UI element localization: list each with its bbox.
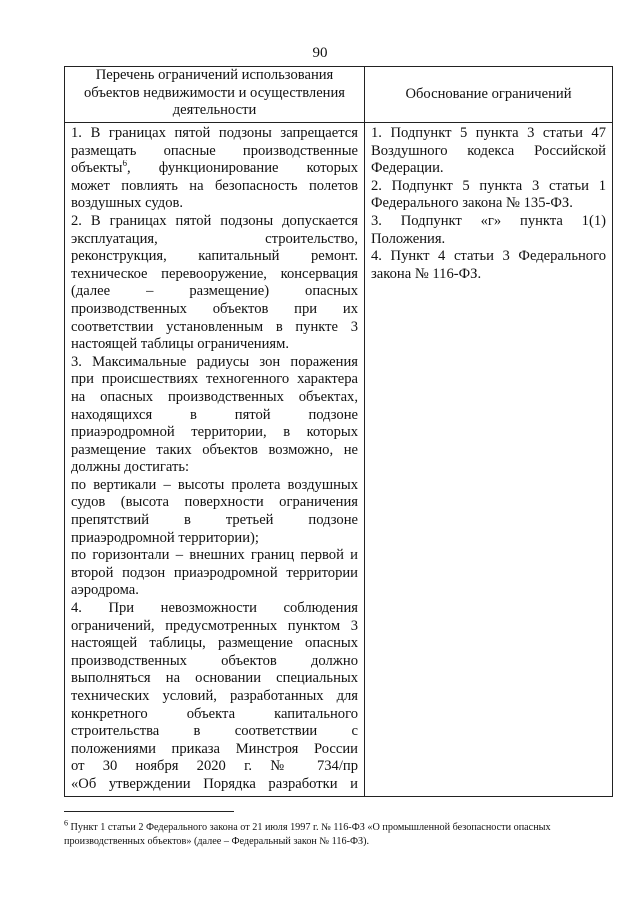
restriction-line: воздушных судов. [71,195,184,212]
restriction-line: выполняться на основании специальных [71,670,358,687]
restriction-line: по вертикали – высоты пролета воздушных [71,476,358,493]
restriction-line: судов (высота поверхности ограничения [71,494,358,511]
restrictions-table [64,66,613,797]
restriction-line: приаэродромной территории); [71,529,259,546]
restriction-line: эксплуатация, строительство, [71,230,358,247]
footnote-text: Пункт 1 статьи 2 Федерального закона от 21 июля 1997 г. № 116-ФЗ «О промышленной безопасности опасных производственных объектов» (далее – Федеральный закон № 116-ФЗ). [64,822,551,847]
restriction-text: функционирование которых [158,160,358,177]
restriction-line: при происшествиях техногенного характера [71,371,358,388]
restriction-line: техническое перевооружение, консервация [71,265,358,282]
header-left-line: объектов недвижимости и осуществления [83,84,346,101]
header-restrictions-list [65,67,365,123]
restrictions-cell [65,123,365,797]
basis-cell [365,123,613,797]
restriction-line: на опасных производственных объектах, [71,388,358,405]
restriction-line: от 30 ноября 2020 г. № 734/пр [71,758,358,775]
restriction-line: приаэродромной территории, в которых [71,424,358,441]
header-left-line: деятельности [172,102,257,119]
header-left-line: Перечень ограничений использования [95,67,334,83]
basis-line: 1. Подпункт 5 пункта 3 статьи 47 [371,125,606,141]
restriction-line: строительства в соответствии с [71,723,358,740]
header-restrictions-basis: Обоснование ограничений [365,67,613,123]
restriction-line: может повлиять на безопасность полетов [71,177,358,194]
footnote-reference: 6 [122,160,127,169]
restriction-line: производственных объектов должно [71,652,358,669]
restriction-line: должны достигать: [71,459,190,476]
restriction-line: положениями приказа Минстроя России [71,740,358,757]
restriction-line: находящихся в пятой подзоне [71,406,358,423]
restriction-line: производственных объектов при их [71,300,358,317]
footnote-separator [64,811,234,812]
restriction-line: 3. Максимальные радиусы зон поражения [71,353,358,370]
table-header-row [65,67,613,123]
restriction-line: 1. В границах пятой подзоны запрещается [71,125,358,141]
restriction-line: аэродрома. [71,582,139,599]
restriction-line: конкретного объекта капитального [71,705,358,722]
restriction-line: 4. При невозможности соблюдения [71,600,358,617]
restriction-line: (далее – размещение) опасных [71,283,358,300]
restriction-line: препятствий в третьей подзоне [71,512,358,529]
basis-line: Федерации. [371,160,444,177]
restriction-line: второй подзон приаэродромной территории [71,564,358,581]
basis-line: Положения. [371,230,446,247]
restriction-line: по горизонтали – внешних границ первой и [71,547,358,564]
restriction-line: реконструкция, капитальный ремонт. [71,248,358,265]
basis-line: Федерального закона № 135-ФЗ. [371,195,573,212]
restriction-line: ограничений, предусмотренных пунктом 3 [71,617,358,634]
restriction-line: соответствии установленным в пункте 3 [71,318,358,335]
basis-line: 3. Подпункт «г» пункта 1(1) [371,212,606,229]
page-number: 90 [312,45,328,61]
restriction-line: 2. В границах пятой подзоны допускается [71,212,358,229]
basis-line: закона № 116-ФЗ. [371,265,482,282]
basis-line: Воздушного кодекса Российской [371,142,606,159]
restriction-line: размещать опасные производственные [71,142,358,159]
table-body-row [65,123,613,797]
restriction-line: настоящей таблицы, размещение опасных [71,635,358,652]
basis-line: 2. Подпункт 5 пункта 3 статьи 1 [371,177,606,194]
footnote [64,818,612,849]
restriction-text: объекты [71,160,123,177]
restriction-line: размещение таких объектов возможно, не [71,441,358,458]
footnote-number: 6 [64,818,68,828]
restriction-line-with-footnote: объекты$^6$, функционирование которых [71,160,358,177]
restriction-line: «Об утверждении Порядка разработки и [71,775,358,792]
restriction-line: настоящей таблицы ограничениям. [71,336,290,353]
basis-line: 4. Пункт 4 статьи 3 Федерального [371,248,606,265]
restriction-line: технических условий, разработанных для [71,688,358,704]
